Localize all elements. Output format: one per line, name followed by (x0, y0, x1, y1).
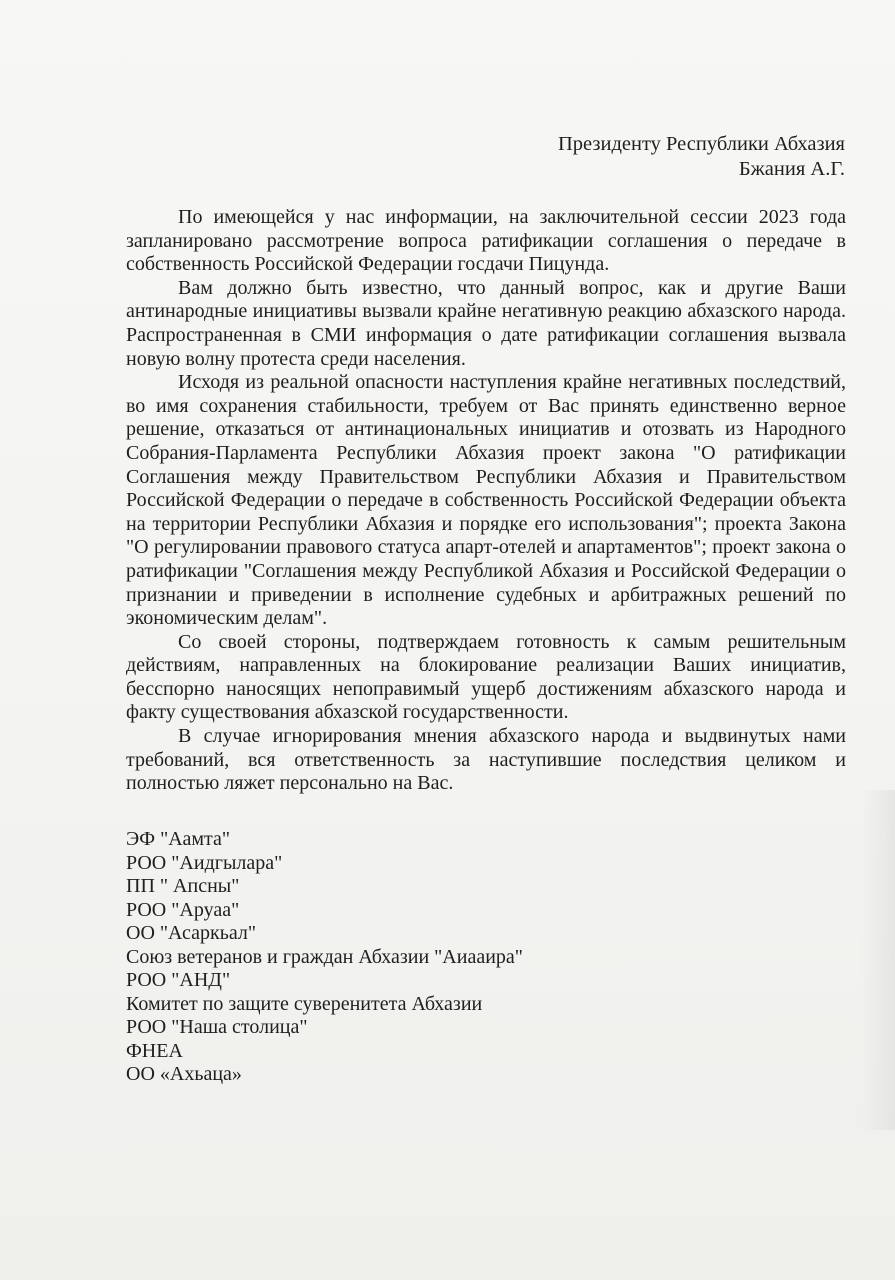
paragraph: По имеющейся у нас информации, на заключительной сессии 2023 года запланировано рассмотрение вопроса ратификации соглашения о передаче в собственность Российской Федерации госдачи Пицунда. (126, 206, 846, 276)
addressee-name: Бжания А.Г. (738, 158, 845, 180)
signer-item: РОО "Аруаа" (126, 898, 240, 921)
signer-item: ФНЕА (126, 1039, 183, 1062)
paragraph: Со своей стороны, подтверждаем готовность к самым решительным действиям, направленных на блокирование реализации Ваших инициатив, бесспорно наносящих непоправимый ущерб достижениям абхазского народа и факту существования абхазской государственности. (126, 630, 846, 724)
signer-item: ОО "Асаркьал" (126, 922, 257, 944)
signer-item: ОО «Ахьаца» (126, 1063, 242, 1085)
signers-list (126, 828, 523, 1087)
paragraph: В случае игнорирования мнения абхазского народа и выдвинутых нами требований, вся ответственность за наступившие последствия целиком и полностью ляжет персонально на Вас. (126, 725, 846, 795)
signer-item: РОО "АНД" (126, 969, 231, 991)
signer-item: РОО "Аидгылара" (126, 851, 283, 874)
signer-item: РОО "Наша столица" (126, 1016, 308, 1038)
letter-body (126, 206, 846, 796)
signer-item: ЭФ "Аамта" (126, 828, 231, 850)
paragraph: Исходя из реальной опасности наступления крайне негативных последствий, во имя сохранения стабильности, требуем от Вас принять единственно верное решение, отказаться от антинациональных инициатив и отозвать из Народного Собрания-Парламента Республики Абхазия проект закона "О ратификации Соглашения между Правительством Республики Абхазия и Правительством Российской Федерации о передаче в собственность Российской Федерации объекта на территории Республики Абхазия и порядке его использования"; проекта Закона "О регулировании правового статуса апарт-отелей и апартаментов"; проект закона о ратификации "Соглашения между Республикой Абхазия и Российской Федерации о признании и приведении в исполнение судебных и арбитражных решений по экономическим делам". (126, 371, 846, 630)
signer-item: Союз ветеранов и граждан Абхазии "Аиааира" (126, 945, 523, 968)
scan-edge-shadow (861, 790, 895, 1130)
addressee-block (558, 132, 845, 182)
paragraph: Вам должно быть известно, что данный вопрос, как и другие Ваши антинародные инициативы вызвали крайне негативную реакцию абхазского народа. Распространенная в СМИ информация о дате ратификации соглашения вызвала новую волну протеста среди населения. (126, 276, 846, 370)
signer-item: Комитет по защите суверенитета Абхазии (126, 992, 483, 1015)
signer-item: ПП " Апсны" (126, 875, 240, 897)
addressee-title: Президенту Республики Абхазия (558, 133, 845, 155)
